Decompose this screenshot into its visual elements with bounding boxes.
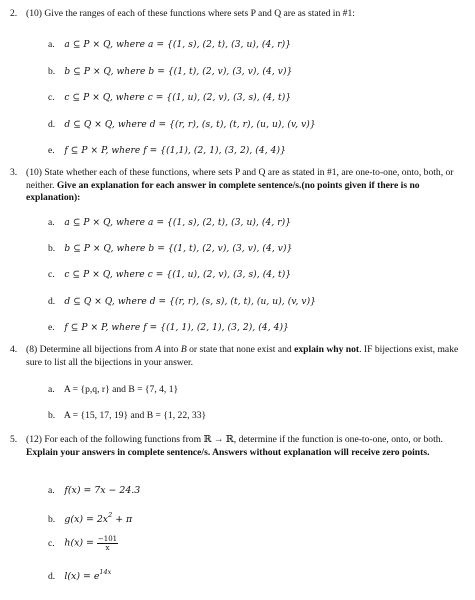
q5-item-c: c. h(x) = $\frac{-101}{x}$ [48, 535, 118, 552]
question-3 [0, 167, 475, 207]
q4-item-a: a. A = {p,q, r} and B = {7, 4, 1} [48, 384, 179, 395]
q5-item-a: a. f(x) = 7x − 24.3 [48, 485, 141, 496]
q3-item-a: a. a ⊆ P × Q, where a = {(1, s), (2, t), (3, u), (4, r)} [48, 217, 292, 228]
question-number: 4. [10, 344, 18, 355]
question-text: (12) For each of the following functions from ℝ → ℝ, determine if the function is one-to-one, onto, or both. Explain your answers in complete sentence/s. Answers without explanation will receive zero points. [26, 434, 443, 458]
q3-item-e: e. f ⊆ P × P, where f = {(1, 1), (2, 1), (3, 2), (4, 4)} [48, 322, 289, 333]
q4-item-b: b. A = {15, 17, 19} and B = {1, 22, 33} [48, 410, 207, 421]
q3-item-b: b. b ⊆ P × Q, where b = {(1, t), (2, v), (3, v), (4, v)} [48, 243, 293, 254]
question-4 [0, 344, 475, 372]
question-number: 2. [10, 8, 18, 19]
question-5 [0, 434, 475, 474]
question-text: (10) Give the ranges of each of these functions where sets P and Q are as stated in #1: [26, 8, 355, 19]
question-number: 5. [10, 434, 18, 445]
q5-item-b: b. $g(x) = 2x^2 + \pi$ [48, 511, 133, 525]
q3-item-c: c. c ⊆ P × Q, where c = {(1, u), (2, v), (3, s), (4, t)} [48, 269, 292, 280]
q5-item-d: d. $l(x) = e^{14x}$ [48, 568, 112, 582]
q2-item-b: b. b ⊆ P × Q, where b = {(1, t), (2, v), (3, v), (4, v)} [48, 66, 293, 77]
question-number: 3. [10, 167, 18, 178]
q2-item-d: d. d ⊆ Q × Q, where d = {(r, r), (s, t), (t, r), (u, u), (v, v)} [48, 119, 316, 130]
question-text: (8) Determine all bijections from A into B or state that none exist and explain why not. IF bijections exist, make sure to list all the bijections in your answer. [26, 344, 459, 368]
q2-item-c: c. c ⊆ P × Q, where c = {(1, u), (2, v), (3, s), (4, t)} [48, 92, 292, 103]
q3-item-d: d. d ⊆ Q × Q, where d = {(r, r), (s, s), (t, t), (u, u), (v, v)} [48, 296, 317, 307]
question-text: (10) State whether each of these functions, where sets P and Q are as stated in #1, are one-to-one, onto, both, or neither. Give an explanation for each answer in complete sentence/s.(no points given if there is no explanation): [26, 167, 454, 204]
q2-item-a: a. a ⊆ P × Q, where a = {(1, s), (2, t), (3, u), (4, r)} [48, 39, 292, 50]
q2-item-e: e. f ⊆ P × P, where f = {(1,1), (2, 1), (3, 2), (4, 4)} [48, 145, 286, 156]
fraction: $\frac{-101}{x}$ [97, 535, 118, 552]
